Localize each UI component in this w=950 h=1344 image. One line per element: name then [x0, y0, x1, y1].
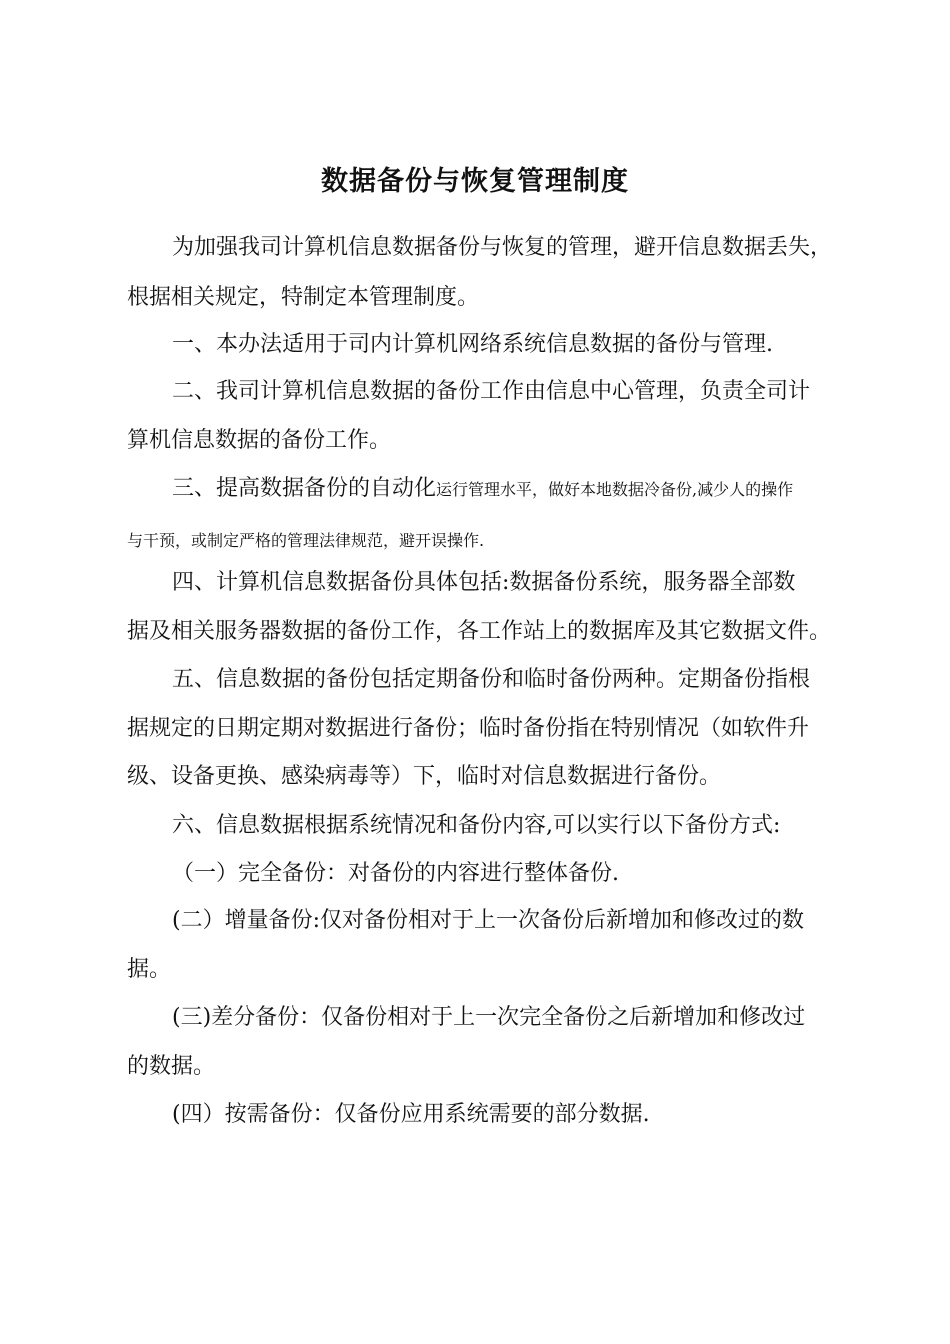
- paragraph-line: （一）完全备份：对备份的内容进行整体备份.: [172, 861, 619, 886]
- paragraph-line-large: 三、提高数据备份的自动化: [172, 476, 437, 501]
- paragraph-line: (四）按需备份：仅备份应用系统需要的部分数据.: [172, 1102, 650, 1127]
- paragraph-line: 四、计算机信息数据备份具体包括:数据备份系统，服务器全部数: [172, 570, 796, 595]
- paragraph-line: 根据相关规定，特制定本管理制度。: [127, 285, 480, 310]
- paragraph-line: 二、我司计算机信息数据的备份工作由信息中心管理，负责全司计: [172, 379, 811, 404]
- paragraph-line: (三)差分备份：仅备份相对于上一次完全备份之后新增加和修改过: [172, 1005, 806, 1030]
- paragraph-line: (二）增量备份:仅对备份相对于上一次备份后新增加和修改过的数: [172, 908, 804, 933]
- paragraph-line: 级、设备更换、感染病毒等）下，临时对信息数据进行备份。: [127, 764, 722, 789]
- paragraph-line: 为加强我司计算机信息数据备份与恢复的管理，避开信息数据丢失，: [172, 235, 833, 260]
- paragraph-line-small: 运行管理水平，做好本地数据冷备份,减少人的操作: [436, 480, 794, 499]
- paragraph-line: 与干预，或制定严格的管理法律规范，避开误操作.: [127, 531, 485, 550]
- paragraph-line: 据。: [127, 957, 172, 982]
- paragraph-line: [172, 474, 793, 505]
- paragraph-line: 五、信息数据的备份包括定期备份和临时备份两种。定期备份指根: [172, 667, 811, 692]
- page-title: 数据备份与恢复管理制度: [321, 166, 629, 197]
- paragraph-line: 六、信息数据根据系统情况和备份内容,可以实行以下备份方式:: [172, 813, 781, 838]
- paragraph-line: 据及相关服务器数据的备份工作，各工作站上的数据库及其它数据文件。: [127, 619, 832, 644]
- paragraph-line: 一、本办法适用于司内计算机网络系统信息数据的备份与管理.: [172, 332, 773, 357]
- paragraph-line: 的数据。: [127, 1054, 216, 1079]
- paragraph-line: 算机信息数据的备份工作。: [127, 428, 392, 453]
- paragraph-line: 据规定的日期定期对数据进行备份；临时备份指在特别情况（如软件升: [127, 716, 810, 741]
